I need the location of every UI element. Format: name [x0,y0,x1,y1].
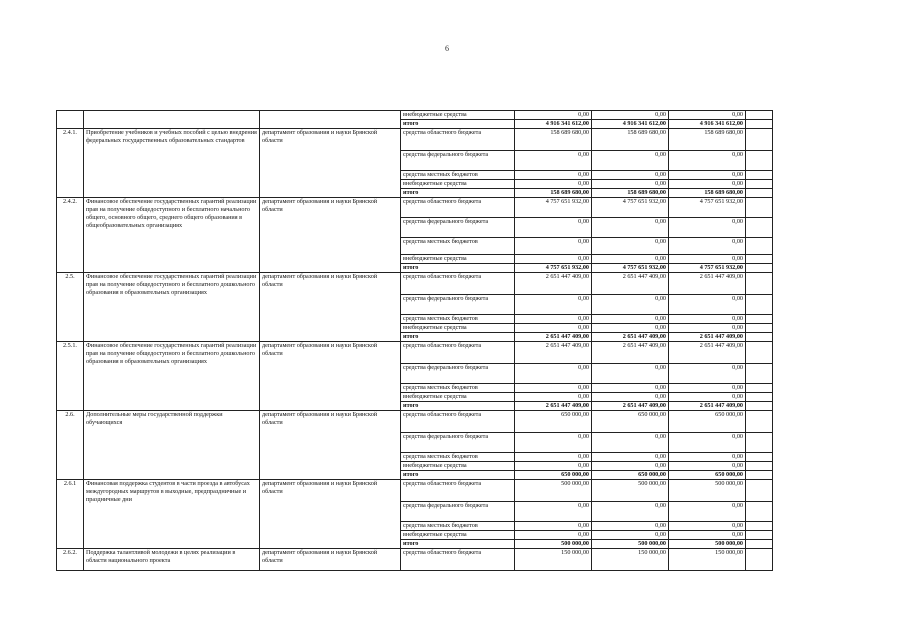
measure-name [84,111,260,129]
measure-name: Финансовая поддержка студентов в части проезда в автобусах междугородных маршрутов в выходные, предпраздничные и праздничные дни [84,480,260,549]
item-number: 2.6.2. [57,549,84,571]
funding-source: внебюджетные средства [401,324,515,333]
funding-source: средства областного бюджета [401,549,515,571]
amount-year-1: 500 000,00 [515,540,592,549]
responsible-department: департамент образования и науки Брянской области [260,198,401,273]
table-row [57,198,773,218]
amount-year-3: 0,00 [669,393,746,402]
empty-cell [746,540,773,549]
amount-year-1: 0,00 [515,255,592,264]
funding-source: средства областного бюджета [401,411,515,433]
responsible-department: департамент образования и науки Брянской области [260,480,401,549]
amount-year-1: 0,00 [515,171,592,180]
empty-cell [746,273,773,295]
empty-cell [746,364,773,384]
amount-year-3: 0,00 [669,384,746,393]
amount-year-2: 2 651 447 409,00 [592,273,669,295]
amount-year-1: 4 757 651 932,00 [515,198,592,218]
responsible-department: департамент образования и науки Брянской области [260,129,401,198]
amount-year-3: 4 916 341 612,00 [669,120,746,129]
funding-source: итого [401,402,515,411]
funding-source: средства федерального бюджета [401,502,515,522]
item-number: 2.4.1. [57,129,84,198]
amount-year-1: 150 000,00 [515,549,592,571]
amount-year-2: 4 757 651 932,00 [592,198,669,218]
amount-year-1: 0,00 [515,238,592,255]
amount-year-3: 4 757 651 932,00 [669,264,746,273]
amount-year-1: 0,00 [515,433,592,453]
empty-cell [746,218,773,238]
empty-cell [746,462,773,471]
empty-cell [746,453,773,462]
funding-source: средства федерального бюджета [401,433,515,453]
amount-year-2: 2 651 447 409,00 [592,333,669,342]
amount-year-3: 0,00 [669,364,746,384]
funding-source: средства местных бюджетов [401,238,515,255]
amount-year-2: 0,00 [592,453,669,462]
empty-cell [746,111,773,120]
amount-year-2: 0,00 [592,255,669,264]
table-row [57,273,773,295]
amount-year-1: 2 651 447 409,00 [515,342,592,364]
funding-source: итого [401,189,515,198]
amount-year-3: 2 651 447 409,00 [669,273,746,295]
funding-source: средства федерального бюджета [401,218,515,238]
budget-table [56,110,773,571]
amount-year-3: 500 000,00 [669,540,746,549]
funding-source: внебюджетные средства [401,111,515,120]
amount-year-1: 2 651 447 409,00 [515,333,592,342]
amount-year-2: 500 000,00 [592,480,669,502]
empty-cell [746,255,773,264]
funding-source: средства местных бюджетов [401,453,515,462]
funding-source: внебюджетные средства [401,180,515,189]
amount-year-3: 0,00 [669,255,746,264]
amount-year-1: 0,00 [515,522,592,531]
amount-year-3: 0,00 [669,180,746,189]
empty-cell [746,393,773,402]
funding-source: внебюджетные средства [401,255,515,264]
table-row [57,549,773,571]
amount-year-2: 2 651 447 409,00 [592,402,669,411]
funding-source: итого [401,471,515,480]
amount-year-3: 0,00 [669,151,746,171]
empty-cell [746,238,773,255]
amount-year-3: 0,00 [669,433,746,453]
amount-year-1: 0,00 [515,111,592,120]
empty-cell [746,333,773,342]
amount-year-3: 500 000,00 [669,480,746,502]
amount-year-3: 0,00 [669,324,746,333]
table-row [57,111,773,120]
empty-cell [746,522,773,531]
funding-source: внебюджетные средства [401,393,515,402]
amount-year-2: 0,00 [592,522,669,531]
amount-year-3: 0,00 [669,522,746,531]
responsible-department: департамент образования и науки Брянской области [260,411,401,480]
amount-year-2: 0,00 [592,462,669,471]
amount-year-2: 0,00 [592,180,669,189]
measure-name: Приобретение учебников и учебных пособий с целью внедрения федеральных государственных образовательных стандартов [84,129,260,198]
amount-year-3: 0,00 [669,502,746,522]
item-number: 2.5.1. [57,342,84,411]
empty-cell [746,531,773,540]
funding-source: внебюджетные средства [401,462,515,471]
measure-name: Финансовое обеспечение государственных гарантий реализации прав на получение общедоступного и бесплатного дошкольного образования в образовательных организациях [84,273,260,342]
amount-year-2: 0,00 [592,364,669,384]
item-number: 2.6. [57,411,84,480]
amount-year-2: 0,00 [592,324,669,333]
amount-year-3: 650 000,00 [669,411,746,433]
amount-year-2: 0,00 [592,315,669,324]
amount-year-1: 0,00 [515,295,592,315]
amount-year-1: 0,00 [515,151,592,171]
funding-source: средства областного бюджета [401,273,515,295]
item-number: 2.6.1 [57,480,84,549]
funding-source: средства местных бюджетов [401,171,515,180]
amount-year-1: 0,00 [515,218,592,238]
measure-name: Финансовое обеспечение государственных гарантий реализации прав на получение общедоступного и бесплатного начального общего, основного общего, среднего общего образования в общеобразовательных организациях [84,198,260,273]
funding-source: итого [401,333,515,342]
amount-year-1: 158 689 680,00 [515,189,592,198]
amount-year-2: 0,00 [592,111,669,120]
table-row [57,411,773,433]
amount-year-3: 0,00 [669,315,746,324]
item-number [57,111,84,129]
amount-year-2: 0,00 [592,238,669,255]
amount-year-2: 0,00 [592,384,669,393]
empty-cell [746,480,773,502]
empty-cell [746,295,773,315]
amount-year-3: 2 651 447 409,00 [669,333,746,342]
empty-cell [746,171,773,180]
empty-cell [746,198,773,218]
funding-source: средства федерального бюджета [401,364,515,384]
amount-year-1: 0,00 [515,462,592,471]
empty-cell [746,402,773,411]
funding-source: итого [401,264,515,273]
amount-year-2: 0,00 [592,393,669,402]
funding-source: средства местных бюджетов [401,522,515,531]
empty-cell [746,324,773,333]
amount-year-3: 150 000,00 [669,549,746,571]
amount-year-2: 0,00 [592,151,669,171]
amount-year-1: 0,00 [515,502,592,522]
funding-source: средства федерального бюджета [401,151,515,171]
responsible-department: департамент образования и науки Брянской области [260,549,401,571]
amount-year-1: 2 651 447 409,00 [515,402,592,411]
empty-cell [746,411,773,433]
amount-year-3: 0,00 [669,111,746,120]
empty-cell [746,384,773,393]
amount-year-3: 158 689 680,00 [669,189,746,198]
amount-year-3: 0,00 [669,238,746,255]
empty-cell [746,342,773,364]
table-row [57,129,773,151]
measure-name: Поддержка талантливой молодежи в целях реализации в области национального проекта [84,549,260,571]
empty-cell [746,120,773,129]
amount-year-1: 500 000,00 [515,480,592,502]
empty-cell [746,180,773,189]
amount-year-2: 158 689 680,00 [592,129,669,151]
amount-year-1: 650 000,00 [515,411,592,433]
amount-year-1: 0,00 [515,393,592,402]
responsible-department: департамент образования и науки Брянской области [260,273,401,342]
empty-cell [746,151,773,171]
amount-year-1: 650 000,00 [515,471,592,480]
empty-cell [746,315,773,324]
amount-year-3: 0,00 [669,453,746,462]
amount-year-2: 0,00 [592,218,669,238]
amount-year-1: 158 689 680,00 [515,129,592,151]
amount-year-3: 0,00 [669,462,746,471]
measure-name: Дополнительные меры государственной поддержки обучающихся [84,411,260,480]
amount-year-3: 0,00 [669,531,746,540]
amount-year-2: 2 651 447 409,00 [592,342,669,364]
amount-year-3: 2 651 447 409,00 [669,402,746,411]
empty-cell [746,129,773,151]
amount-year-1: 0,00 [515,384,592,393]
amount-year-1: 0,00 [515,315,592,324]
empty-cell [746,549,773,571]
amount-year-2: 158 689 680,00 [592,189,669,198]
amount-year-2: 0,00 [592,531,669,540]
table-row [57,342,773,364]
amount-year-2: 0,00 [592,295,669,315]
amount-year-1: 0,00 [515,364,592,384]
funding-source: средства областного бюджета [401,129,515,151]
empty-cell [746,502,773,522]
empty-cell [746,471,773,480]
amount-year-1: 4 916 341 612,00 [515,120,592,129]
amount-year-1: 0,00 [515,531,592,540]
funding-source: внебюджетные средства [401,531,515,540]
amount-year-2: 4 916 341 612,00 [592,120,669,129]
table-row [57,480,773,502]
funding-source: средства областного бюджета [401,198,515,218]
empty-cell [746,264,773,273]
amount-year-3: 0,00 [669,218,746,238]
amount-year-3: 650 000,00 [669,471,746,480]
amount-year-2: 0,00 [592,502,669,522]
funding-source: средства областного бюджета [401,480,515,502]
amount-year-3: 2 651 447 409,00 [669,342,746,364]
responsible-department: департамент образования и науки Брянской области [260,342,401,411]
item-number: 2.4.2. [57,198,84,273]
empty-cell [746,433,773,453]
amount-year-2: 0,00 [592,433,669,453]
amount-year-3: 158 689 680,00 [669,129,746,151]
amount-year-1: 0,00 [515,453,592,462]
amount-year-1: 2 651 447 409,00 [515,273,592,295]
funding-source: средства федерального бюджета [401,295,515,315]
amount-year-3: 4 757 651 932,00 [669,198,746,218]
amount-year-2: 150 000,00 [592,549,669,571]
amount-year-1: 0,00 [515,180,592,189]
funding-source: итого [401,540,515,549]
funding-source: средства местных бюджетов [401,315,515,324]
funding-source: средства областного бюджета [401,342,515,364]
page-number: 6 [445,44,449,53]
funding-source: средства местных бюджетов [401,384,515,393]
amount-year-1: 4 757 651 932,00 [515,264,592,273]
amount-year-1: 0,00 [515,324,592,333]
measure-name: Финансовое обеспечение государственных гарантий реализации прав на получение общедоступного и бесплатного дошкольного образования в образовательных организациях [84,342,260,411]
empty-cell [746,189,773,198]
amount-year-2: 4 757 651 932,00 [592,264,669,273]
item-number: 2.5. [57,273,84,342]
responsible-department [260,111,401,129]
amount-year-3: 0,00 [669,295,746,315]
amount-year-2: 650 000,00 [592,411,669,433]
amount-year-2: 500 000,00 [592,540,669,549]
amount-year-2: 0,00 [592,171,669,180]
funding-source: итого [401,120,515,129]
amount-year-3: 0,00 [669,171,746,180]
amount-year-2: 650 000,00 [592,471,669,480]
